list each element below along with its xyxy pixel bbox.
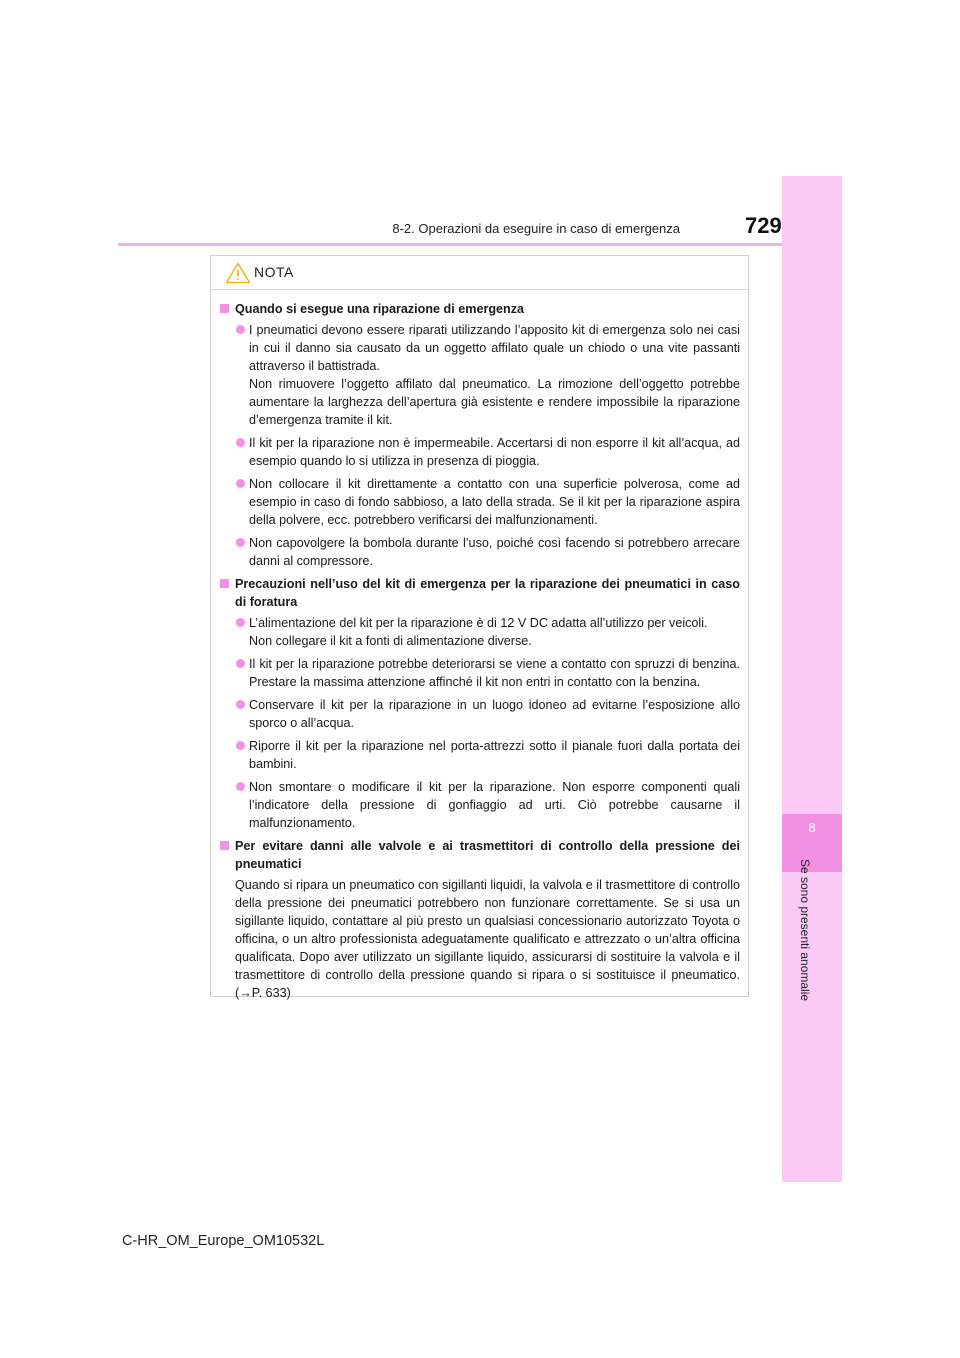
page-number: 729 <box>745 213 782 238</box>
topic-title: Quando si esegue una riparazione di emergenza <box>235 302 525 316</box>
round-bullet-icon <box>236 700 245 709</box>
bullet-text: Il kit per la riparazione non è impermeabile. Accertarsi di non esporre il kit all’acqua, ad esempio quando lo si utilizza in presenza di pioggia. <box>249 436 740 468</box>
square-bullet-icon <box>220 304 229 313</box>
round-bullet-icon <box>236 741 245 750</box>
note-body <box>211 290 748 1002</box>
topic-heading <box>219 575 740 611</box>
bullet-item <box>219 475 740 529</box>
note-label: NOTA <box>254 264 294 280</box>
chapter-number: 8 <box>808 820 816 835</box>
bullet-text: Non collocare il kit direttamente a contatto con una superficie polverosa, come ad esempio in caso di fondo sabbioso, a lato della strada. Se il kit per la riparazione aspira della polvere, ecc. potrebbero verificarsi dei malfunzionamenti. <box>249 477 740 527</box>
section-title: 8-2. Operazioni da eseguire in caso di emergenza <box>392 221 680 236</box>
bullet-item <box>219 434 740 470</box>
round-bullet-icon <box>236 618 245 627</box>
topic-title: Per evitare danni alle valvole e ai trasmettitori di controllo della pressione dei pneumatici <box>235 839 740 871</box>
square-bullet-icon <box>220 841 229 850</box>
topic-heading <box>219 300 740 318</box>
paragraph: Quando si ripara un pneumatico con sigillanti liquidi, la valvola e il trasmettitore di controllo della pressione dei pneumatici potrebbero non funzionare correttamente. Se si usa un sigillante liquido, contattare al più presto un qualsiasi concessionario autorizzato Toyota o officina, o un altro professionista adeguatamente qualificato e attrezzato o un’altra officina qualificata. Dopo aver utilizzato un sigillante liquido, assicurarsi di sostituire la valvola e il trasmettitore di controllo della pressione quando si ripara o si sostituisce il pneumatico. (→P. 633) <box>235 878 740 1000</box>
bullet-item <box>219 778 740 832</box>
bullet-item <box>219 321 740 429</box>
bullet-text: Non collegare il kit a fonti di alimentazione diverse. <box>249 634 532 648</box>
bullet-item <box>219 614 740 650</box>
note-box <box>210 255 749 1000</box>
bullet-text: Riporre il kit per la riparazione nel porta-attrezzi sotto il pianale fuori dalla portata dei bambini. <box>249 739 740 771</box>
note-header <box>211 256 748 290</box>
warning-triangle-icon <box>225 262 251 284</box>
bullet-text: Non capovolgere la bombola durante l’uso, poiché così facendo si potrebbero arrecare danni al compressore. <box>249 536 740 568</box>
bullet-item <box>219 696 740 732</box>
square-bullet-icon <box>220 579 229 588</box>
bullet-text: L’alimentazione del kit per la riparazione è di 12 V DC adatta all’utilizzo per veicoli. <box>249 616 708 630</box>
round-bullet-icon <box>236 479 245 488</box>
bullet-item <box>219 655 740 691</box>
bullet-item <box>219 534 740 570</box>
side-tab <box>782 176 842 1182</box>
bullet-text: Conservare il kit per la riparazione in un luogo idoneo ad evitarne l’esposizione allo sporco o all’acqua. <box>249 698 740 730</box>
round-bullet-icon <box>236 659 245 668</box>
bullet-text: Non rimuovere l’oggetto affilato dal pneumatico. La rimozione dell’oggetto potrebbe aumentare la larghezza dell’apertura già esistente e rendere impossibile la riparazione d’emergenza tramite il kit. <box>249 377 740 427</box>
round-bullet-icon <box>236 538 245 547</box>
bullet-item <box>219 737 740 773</box>
footer-document-code: C-HR_OM_Europe_OM10532L <box>122 1233 325 1249</box>
round-bullet-icon <box>236 325 245 334</box>
topic-heading <box>219 837 740 873</box>
bullet-text: I pneumatici devono essere riparati utilizzando l’apposito kit di emergenza solo nei casi in cui il danno sia causato da un oggetto affilato quale un chiodo o una vite passanti attraverso il battistrada. <box>249 323 740 373</box>
topic-title: Precauzioni nell’uso del kit di emergenza per la riparazione dei pneumatici in caso di foratura <box>235 577 740 609</box>
bullet-text: Non smontare o modificare il kit per la riparazione. Non esporre componenti quali l’indicatore della pressione di gonfiaggio ad urti. Ciò potrebbe causarne il malfunzionamento. <box>249 780 740 830</box>
round-bullet-icon <box>236 438 245 447</box>
bullet-text: Il kit per la riparazione potrebbe deteriorarsi se viene a contatto con spruzzi di benzina. Prestare la massima attenzione affinché il kit non entri in contatto con la benzina. <box>249 657 740 689</box>
round-bullet-icon <box>236 782 245 791</box>
header-rule <box>118 243 782 246</box>
chapter-title: Se sono presenti anomalie <box>798 858 812 1002</box>
